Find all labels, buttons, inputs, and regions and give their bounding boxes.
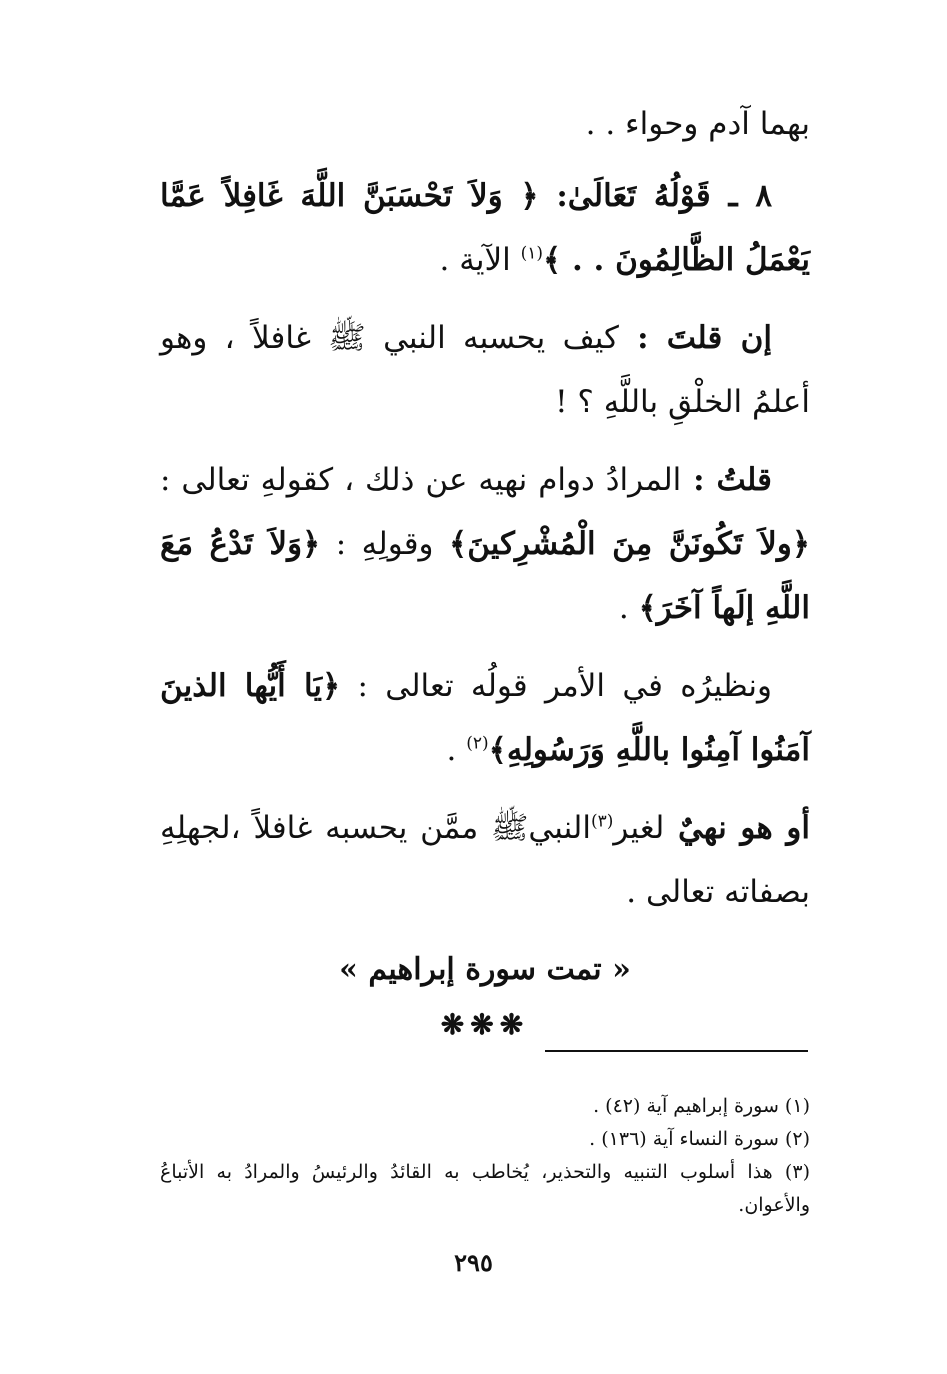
paragraph-4-verse-2: ﴿وَلاَ تَدْعُ مَعَ اللَّهِ إلَهاً آخَرَ﴾: [160, 526, 810, 626]
paragraph-6-body-1: لغير: [613, 810, 665, 846]
paragraph-2-lead: ٨ ـ قَوْلُهُ تَعَالَىٰ:: [538, 178, 772, 214]
paragraph-5-body: ونظيرُه في الأمر قولُه تعالى :: [340, 668, 773, 704]
surah-closing-title: « تمت سورة إبراهيم »: [339, 952, 631, 987]
paragraph-1-text: بهما آدم وحواء . .: [585, 106, 810, 142]
paragraph-3-lead: إن قلتَ :: [618, 320, 772, 356]
footnote-2: (٢) سورة النساء آية (١٣٦) .: [589, 1128, 810, 1150]
footnote-ref-2: (٢): [466, 733, 489, 754]
paragraph-5-tail: .: [446, 732, 467, 768]
separator-stars: ❋❋❋: [440, 1008, 530, 1041]
paragraph-6-lead: أو هو نهيٌ: [664, 810, 811, 846]
paragraph-6: [160, 796, 810, 924]
paragraph-4-lead: قلتُ :: [681, 462, 772, 498]
paragraph-2: [160, 164, 810, 292]
paragraph-6-body-2: النبيﷺ ممَّن يحسبه غافلاً ،لجهلِهِ بصفاته تعالى .: [160, 810, 810, 910]
paragraph-4-tail: .: [618, 590, 639, 626]
footnote-ref-3: (٣): [591, 811, 614, 832]
paragraph-5-verse: ﴿يَا أَيُّها الذينَ آمَنُوا آمِنُوا باللَّهِ وَرَسُولِهِ﴾: [160, 668, 810, 768]
footnote-3: (٣) هذا أسلوب التنبيه والتحذير، يُخاطب به القائدُ والرئيسُ والمرادُ به الأتباعُ والأعوان.: [160, 1161, 810, 1216]
paragraph-3-body: كيف يحسبه النبي ﷺ غافلاً ، وهو أعلمُ الخلْقِ باللَّهِ ؟ !: [160, 320, 810, 420]
paragraph-4-mid: وقولِهِ :: [320, 526, 450, 562]
paragraph-5: [160, 654, 810, 782]
paragraph-1: [160, 92, 810, 156]
paragraph-2-verse: ﴿ وَلاَ تَحْسَبَنَّ اللَّهَ غَافِلاً عَمَّا يَعْمَلُ الظَّالِمُونَ . . ﴾: [160, 178, 810, 278]
paragraph-4: [160, 448, 810, 640]
page-body: [160, 92, 810, 1041]
paragraph-2-tail: الآية .: [439, 242, 521, 278]
page-number: ٢٩٥: [454, 1248, 493, 1277]
paragraph-4-verse-1: ﴿ولاَ تَكُونَنَّ مِنَ الْمُشْرِكينَ﴾: [449, 526, 810, 562]
paragraph-4-body: المرادُ دوام نهيه عن ذلك ، كقولهِ تعالى :: [160, 462, 682, 498]
footnote-ref-1: (١): [520, 243, 544, 264]
footnote-divider: [545, 1050, 808, 1052]
footnotes: [160, 1090, 810, 1222]
footnote-1: (١) سورة إبراهيم آية (٤٢) .: [593, 1095, 810, 1117]
paragraph-3: [160, 306, 810, 434]
